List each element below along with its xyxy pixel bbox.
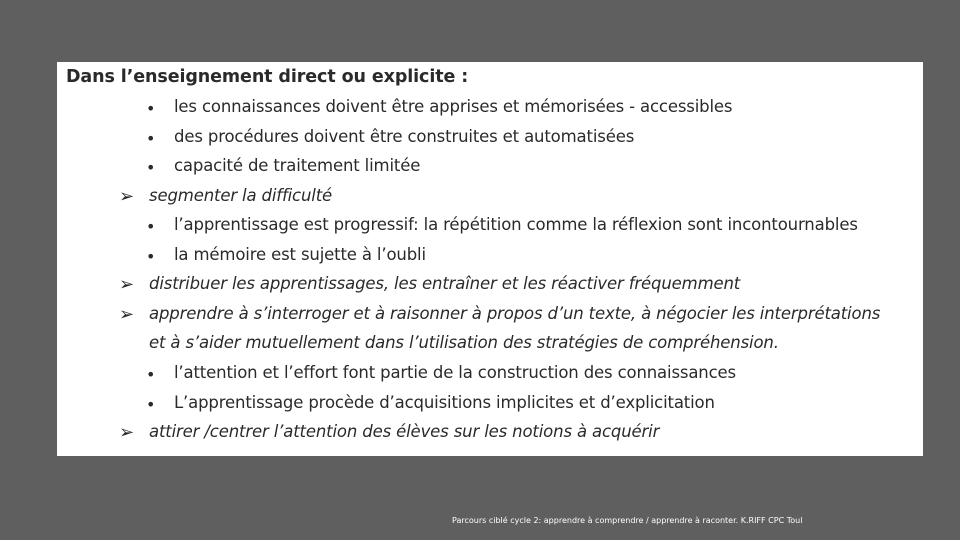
arrow-line-continuation: et à s’aider mutuellement dans l’utilisation des stratégies de compréhension. <box>149 333 779 352</box>
slide-content-panel <box>57 62 923 456</box>
arrow-bullet-icon: ➢ <box>119 274 135 295</box>
arrow-line-segmenter: segmenter la difficulté <box>149 186 333 205</box>
bullet-marker: • <box>146 99 156 118</box>
bullet-marker: • <box>146 129 156 148</box>
bullet-marker: • <box>146 395 156 414</box>
bullet-line-capacite: capacité de traitement limitée <box>174 156 421 175</box>
arrow-bullet-icon: ➢ <box>119 186 135 207</box>
bullet-line-progressif: l’apprentissage est progressif: la répétition comme la réflexion sont incontournables <box>174 215 858 234</box>
arrow-bullet-icon: ➢ <box>119 422 135 443</box>
bullet-line-connaissances: les connaissances doivent être apprises et mémorisées - accessibles <box>174 97 733 116</box>
bullet-marker: • <box>146 247 156 266</box>
arrow-line-attirer: attirer /centrer l’attention des élèves sur les notions à acquérir <box>149 422 660 441</box>
bullet-line-memoire: la mémoire est sujette à l’oubli <box>174 245 426 264</box>
bullet-line-acquisitions: L’apprentissage procède d’acquisitions implicites et d’explicitation <box>174 393 715 412</box>
bullet-marker: • <box>146 365 156 384</box>
bullet-marker: • <box>146 158 156 177</box>
bullet-marker: • <box>146 217 156 236</box>
bullet-line-attention: l’attention et l’effort font partie de la construction des connaissances <box>174 363 736 382</box>
bullet-line-procedures: des procédures doivent être construites et automatisées <box>174 127 635 146</box>
slide-footer: Parcours ciblé cycle 2: apprendre à comprendre / apprendre à raconter. K.RIFF CPC Toul <box>452 516 803 525</box>
slide-title: Dans l’enseignement direct ou explicite : <box>66 67 469 87</box>
arrow-line-distribuer: distribuer les apprentissages, les entraîner et les réactiver fréquemment <box>149 274 741 293</box>
arrow-line-interroger: apprendre à s’interroger et à raisonner à propos d’un texte, à négocier les interprétations <box>149 304 881 323</box>
arrow-bullet-icon: ➢ <box>119 304 135 325</box>
